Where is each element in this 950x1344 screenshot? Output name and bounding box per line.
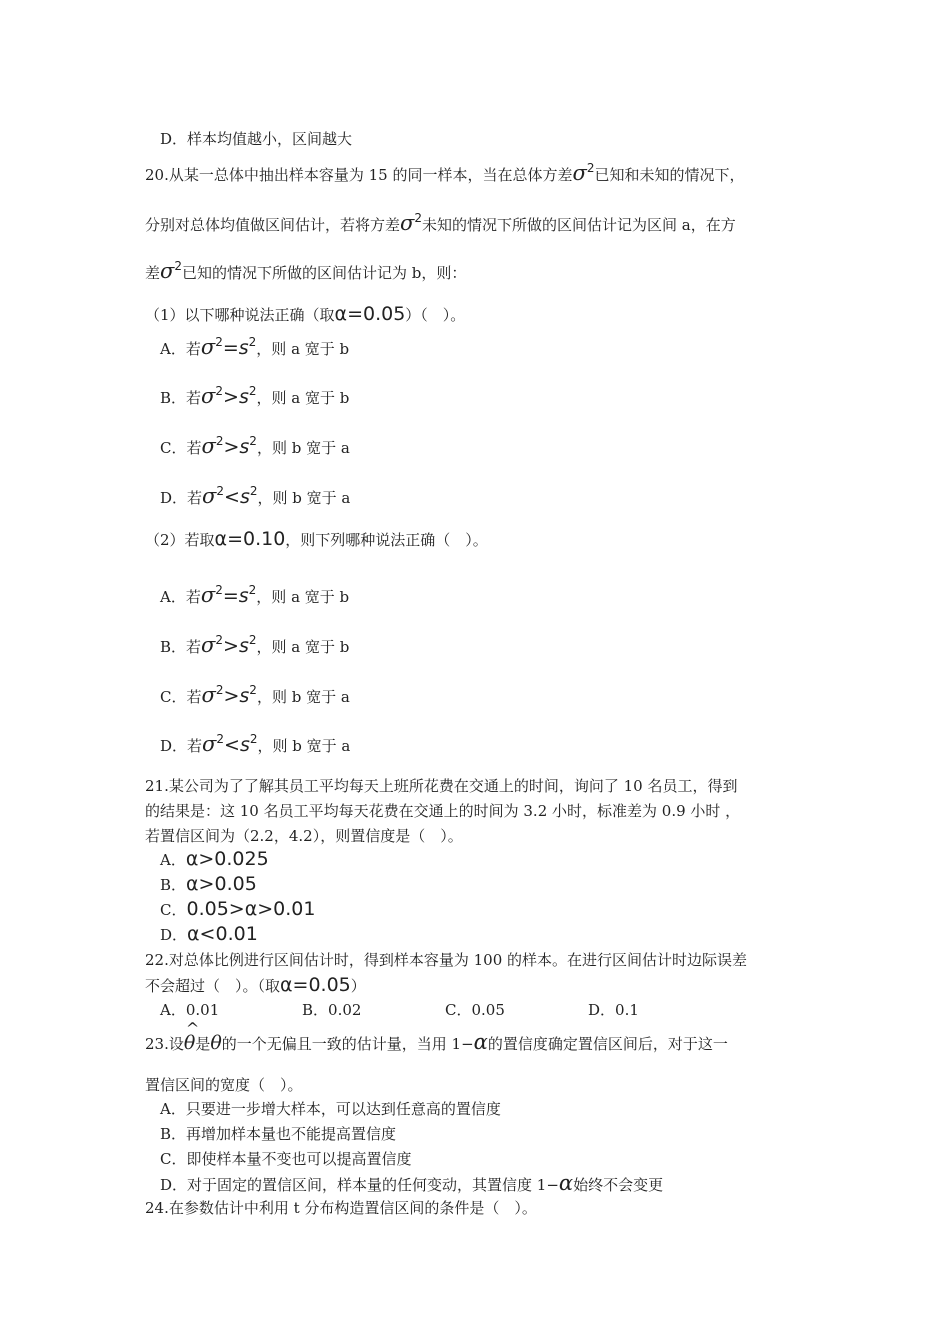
q20-l2a: 分别对总体均值做区间估计，若将方差: [145, 216, 401, 234]
relation-symbol: >: [223, 386, 239, 408]
q20-p1-option-b: [160, 383, 349, 408]
relation-symbol: >: [223, 635, 239, 657]
exponent: 2: [248, 384, 257, 398]
alpha-symbol: α: [473, 1030, 488, 1054]
q20-p2-option-b: [160, 632, 349, 657]
option-text: ，则 b 宽于 a: [257, 737, 351, 755]
q21-option-b: [160, 874, 257, 895]
q22-option-d: D．0.1: [588, 1001, 639, 1019]
q22-option-c: C．0.05: [445, 1001, 505, 1019]
exponent: 2: [249, 434, 257, 448]
q23-l1d: 的置信度确定置信区间后，对于这一: [487, 1035, 728, 1053]
option-text: ，则 b 宽于 a: [256, 688, 350, 706]
sigma-symbol: σ: [201, 633, 216, 657]
s-symbol: s: [238, 635, 249, 657]
option-label: C．若: [160, 439, 202, 457]
sigma-symbol: σ: [202, 732, 217, 756]
exponent: 2: [248, 633, 257, 647]
q20-l2b: 未知的情况下所做的区间估计记为区间 a，在方: [422, 216, 736, 234]
theta-hat-symbol: [183, 1019, 200, 1054]
alpha-symbol: α: [558, 1171, 574, 1195]
q23-da: D．对于固定的置信区间，样本量的任何变动，其置信度 1−: [160, 1176, 559, 1194]
sigma-symbol: σ: [201, 434, 216, 458]
q22-l2b: ）: [350, 977, 366, 995]
exponent: 2: [216, 732, 225, 746]
option-label: A．若: [160, 588, 201, 606]
alpha-condition: α=0.05: [334, 303, 406, 325]
option-math: 0.05>α>0.01: [186, 898, 316, 920]
q24-stem: 24.在参数估计中利用 t 分布构造置信区间的条件是（ ）。: [145, 1199, 537, 1217]
q23-db: 始终不会变更: [573, 1176, 664, 1194]
q20-l1a: 20.从某一总体中抽出样本容量为 15 的同一样本，当在总体方差: [145, 166, 573, 184]
q21-stem-line2: 的结果是：这 10 名员工平均每天花费在交通上的时间为 3.2 小时，标准差为 0.9 小时 ，: [145, 802, 741, 820]
q21-stem-line3: 若置信区间为（2.2，4.2），则置信度是（ ）。: [145, 827, 463, 845]
alpha-condition: α=0.10: [214, 528, 286, 550]
relation-symbol: =: [222, 337, 239, 359]
q23-option-d: [160, 1173, 663, 1195]
q21-option-c: [160, 899, 315, 920]
exponent: 2: [249, 683, 257, 697]
q23-option-b: B．再增加样本量也不能提高置信度: [160, 1125, 397, 1143]
q20-stem-line1: [145, 160, 744, 185]
sigma-symbol: σ: [200, 583, 216, 607]
exponent: 2: [215, 683, 224, 697]
exponent: 2: [215, 633, 224, 647]
q20-part1-prompt: [145, 304, 465, 325]
q20-l1b: 已知和未知的情况下，: [594, 166, 745, 184]
relation-symbol: <: [224, 486, 240, 508]
option-text: ，则 a 宽于 b: [256, 389, 350, 407]
q20-stem-line3: [145, 258, 466, 283]
q20-p2a: （2）若取: [145, 531, 215, 549]
sigma-symbol: σ: [201, 683, 216, 707]
option-label: D．: [160, 926, 188, 944]
option-label: D．若: [160, 489, 203, 507]
q23-l1b: 是: [195, 1035, 211, 1053]
exponent: 2: [414, 211, 422, 225]
q22-stem-line2: [145, 975, 366, 996]
relation-symbol: >: [223, 436, 240, 458]
q23-l1a: 23.设: [145, 1035, 184, 1053]
theta-symbol: θ: [210, 1032, 222, 1054]
q20-l3b: 已知的情况下所做的区间估计记为 b，则：: [182, 264, 467, 282]
q20-p1-option-a: [160, 334, 349, 359]
q20-stem-line2: [145, 210, 736, 235]
option-text: ，则 b 宽于 a: [256, 439, 350, 457]
q20-p2-option-c: [160, 682, 350, 707]
q20-p1-option-c: [160, 433, 350, 458]
option-label: A．若: [160, 340, 201, 358]
q23-l1c: 的一个无偏且一致的估计量，当用 1−: [221, 1035, 474, 1053]
exponent: 2: [248, 335, 257, 349]
exponent: 2: [174, 259, 182, 273]
s-symbol: s: [238, 386, 249, 408]
exponent: 2: [215, 583, 223, 597]
q23-stem-line1: [145, 1019, 728, 1054]
sigma-symbol: σ: [572, 161, 587, 185]
theta-symbol: θ: [183, 1032, 196, 1054]
option-label: D．若: [160, 737, 203, 755]
q22-stem-line1: 22.对总体比例进行区间估计时，得到样本容量为 100 的样本。在进行区间估计时边际误差: [145, 951, 748, 969]
option-text: ，则 a 宽于 b: [256, 638, 350, 656]
q22-option-a: A．0.01: [160, 1001, 220, 1019]
sigma-symbol: σ: [201, 384, 216, 408]
hat-accent: ^: [185, 1019, 200, 1038]
option-label: B．: [160, 876, 187, 894]
option-label: A．: [160, 851, 186, 869]
q20-p1-option-d: [160, 483, 350, 508]
q21-option-d: [160, 924, 258, 945]
option-math: α>0.05: [186, 873, 257, 895]
exponent: 2: [249, 484, 258, 498]
alpha-condition: α=0.05: [280, 974, 351, 996]
q23-option-c: C．即使样本量不变也可以提高置信度: [160, 1150, 412, 1168]
s-symbol: s: [238, 337, 249, 359]
sigma-symbol: σ: [202, 484, 217, 508]
q22-option-b: B．0.02: [302, 1001, 362, 1019]
q23-stem-line2: 置信区间的宽度（ ）。: [145, 1076, 303, 1094]
q23-option-a: A．只要进一步增大样本，可以达到任意高的置信度: [160, 1100, 501, 1118]
exponent: 2: [215, 335, 223, 349]
sigma-symbol: σ: [400, 211, 415, 235]
s-symbol: s: [239, 685, 250, 707]
q20-p1b: ）（ ）。: [405, 306, 466, 324]
relation-symbol: >: [223, 685, 240, 707]
option-text: ，则 a 宽于 b: [256, 340, 350, 358]
sigma-symbol: σ: [200, 335, 216, 359]
option-label: B．若: [160, 638, 202, 656]
q20-l3a: 差: [145, 264, 161, 282]
option-math: α<0.01: [187, 923, 258, 945]
option-label: B．若: [160, 389, 202, 407]
q20-part2-prompt: [145, 529, 488, 550]
option-label: C．: [160, 901, 187, 919]
option-text: ，则 b 宽于 a: [257, 489, 351, 507]
s-symbol: s: [239, 486, 250, 508]
q21-option-a: [160, 849, 269, 870]
q21-stem-line1: 21.某公司为了了解其员工平均每天上班所花费在交通上的时间，询问了 10 名员工，得到: [145, 777, 738, 795]
q20-p1a: （1）以下哪种说法正确（取: [145, 306, 335, 324]
exponent: 2: [249, 732, 258, 746]
s-symbol: s: [239, 436, 250, 458]
s-symbol: s: [238, 585, 249, 607]
exponent: 2: [586, 161, 595, 175]
exponent: 2: [248, 583, 257, 597]
q20-p2-option-a: [160, 582, 349, 607]
q20-p2b: ，则下列哪种说法正确（ ）。: [285, 531, 488, 549]
exponent: 2: [216, 484, 225, 498]
exponent: 2: [215, 434, 224, 448]
q20-p2-option-d: [160, 731, 350, 756]
option-text: ，则 a 宽于 b: [256, 588, 350, 606]
option-math: α>0.025: [185, 848, 269, 870]
relation-symbol: =: [222, 585, 239, 607]
sigma-symbol: σ: [160, 259, 175, 283]
q19-option-d: D．样本均值越小，区间越大: [160, 130, 353, 148]
q22-l2a: 不会超过（ ）。（取: [145, 977, 281, 995]
relation-symbol: <: [224, 734, 240, 756]
option-label: C．若: [160, 688, 202, 706]
exponent: 2: [215, 384, 224, 398]
s-symbol: s: [239, 734, 250, 756]
